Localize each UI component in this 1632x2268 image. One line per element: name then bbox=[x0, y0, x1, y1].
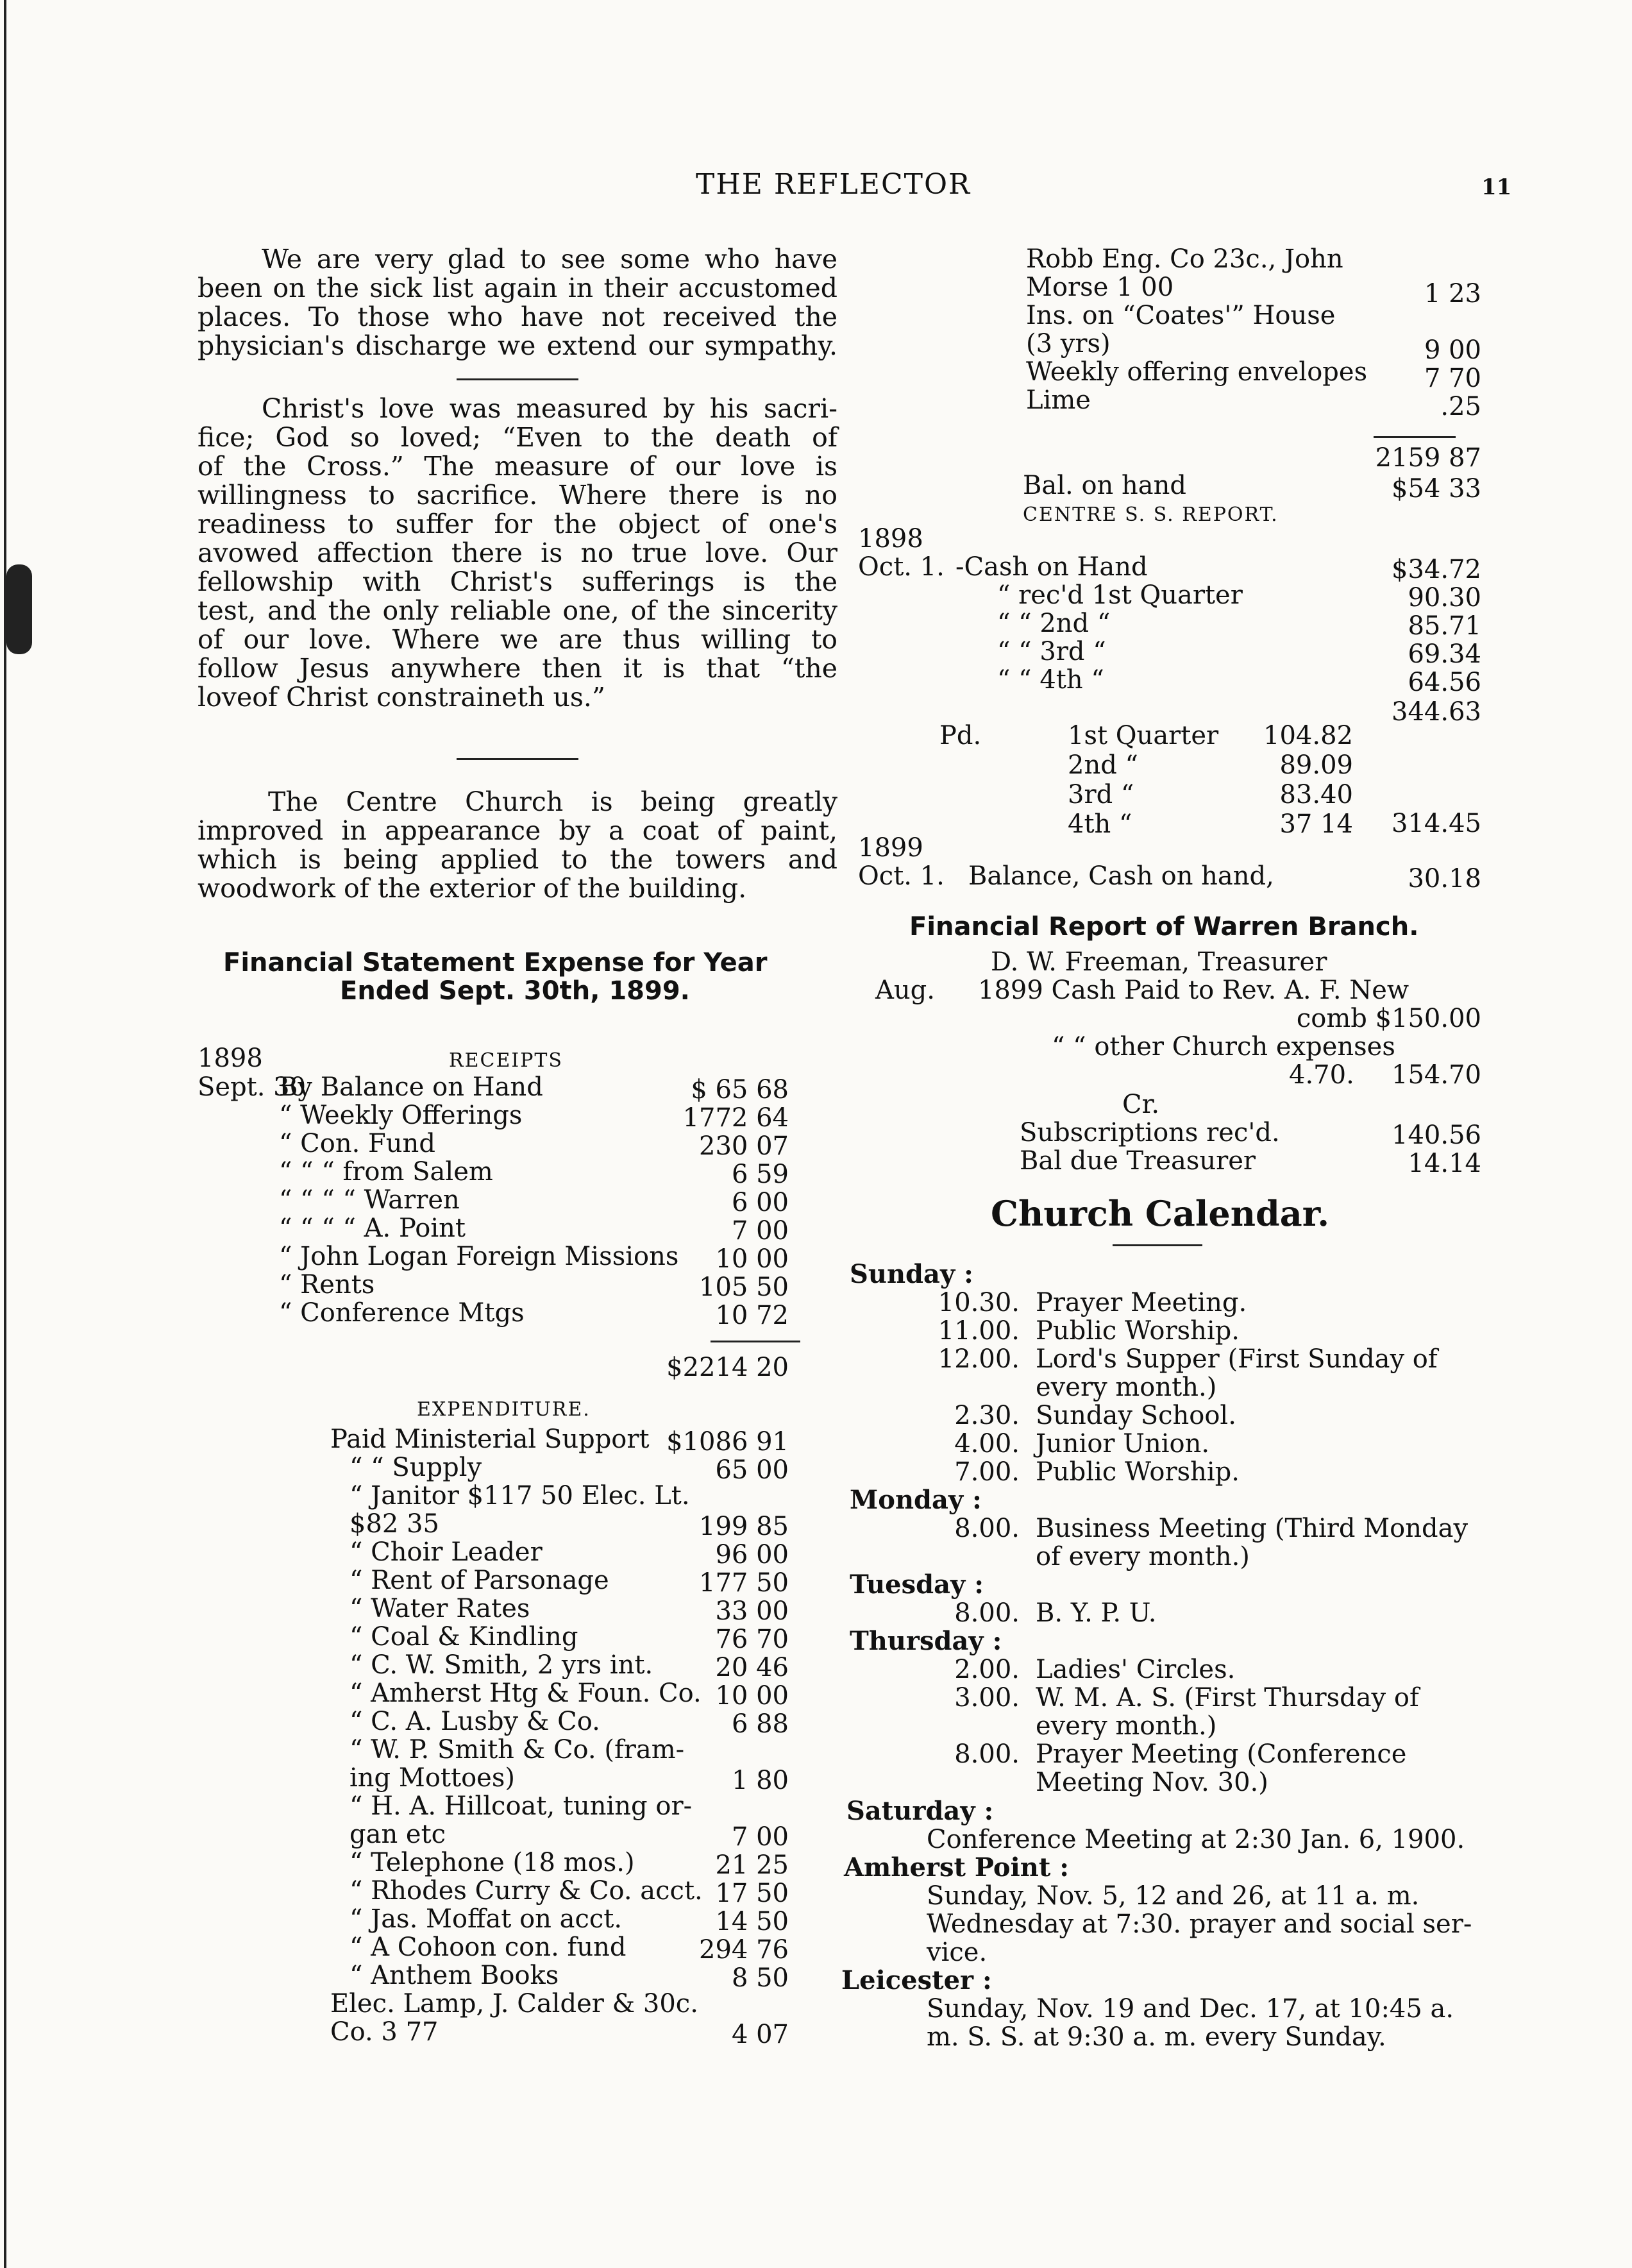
paid-quarter: 1st Quarter bbox=[1068, 721, 1219, 750]
expenditure-label: “ H. A. Hillcoat, tuning or- bbox=[349, 1791, 693, 1821]
ss-amount: 64.56 bbox=[1408, 668, 1481, 697]
calendar-day: Sunday : bbox=[850, 1259, 973, 1289]
expenditure-heading: EXPENDITURE. bbox=[417, 1398, 591, 1421]
expenditure-amount: 20 46 bbox=[715, 1653, 789, 1682]
calendar-day: Monday : bbox=[850, 1485, 982, 1515]
calendar-time: 3.00. bbox=[954, 1683, 1020, 1713]
text-line: of the Cross.” The measure of our love is bbox=[198, 451, 837, 482]
paid-value: 37 14 bbox=[1279, 809, 1353, 839]
text-line: readiness to suffer for the object of one's bbox=[198, 509, 837, 539]
expenditure-label: Paid Ministerial Support bbox=[330, 1425, 650, 1454]
text-line: of our love. Where we are thus willing to bbox=[198, 624, 837, 655]
receipt-amount: 230 07 bbox=[699, 1131, 789, 1161]
divider bbox=[457, 758, 578, 760]
binding-edge-line bbox=[4, 0, 6, 2268]
calendar-event: Meeting Nov. 30.) bbox=[1036, 1768, 1268, 1797]
receipt-amount: 6 00 bbox=[731, 1188, 789, 1217]
paid-value: 104.82 bbox=[1263, 721, 1353, 750]
text-line: been on the sick list again in their accustomed bbox=[198, 273, 837, 303]
calendar-event: Public Worship. bbox=[1036, 1457, 1240, 1487]
calendar-event: Lord's Supper (First Sunday of bbox=[1036, 1344, 1438, 1374]
text-line: We are very glad to see some who have bbox=[262, 244, 837, 275]
receipt-label: “ Con. Fund bbox=[279, 1129, 435, 1158]
expenditure-amount: 33 00 bbox=[715, 1596, 789, 1626]
calendar-day: Leicester : bbox=[841, 1965, 992, 1995]
expenditure-amount: 199 85 bbox=[699, 1512, 789, 1541]
calendar-day: Amherst Point : bbox=[844, 1852, 1070, 1883]
expenditure-amount: 7 70 bbox=[1424, 364, 1481, 393]
expenditure-label: “ Rent of Parsonage bbox=[349, 1566, 609, 1595]
paid-quarter: 2nd “ bbox=[1068, 750, 1138, 780]
receipt-label: “ “ “ from Salem bbox=[279, 1157, 493, 1187]
text-line: willingness to sacrifice. Where there is no bbox=[198, 480, 837, 511]
calendar-line: Sunday, Nov. 5, 12 and 26, at 11 a. m. bbox=[927, 1881, 1420, 1911]
ss-label: “ “ 2nd “ bbox=[997, 609, 1111, 638]
calendar-day: Saturday : bbox=[846, 1796, 994, 1826]
expenditure-label: “ W. P. Smith & Co. (fram- bbox=[349, 1735, 685, 1764]
expenditure-amount: 1 80 bbox=[731, 1766, 789, 1795]
calendar-time: 4.00. bbox=[954, 1429, 1020, 1459]
expenditure-amount: 21 25 bbox=[715, 1850, 789, 1880]
calendar-event: of every month.) bbox=[1036, 1542, 1250, 1571]
text-line: loveof Christ constraineth us.” bbox=[198, 682, 605, 713]
calendar-event: B. Y. P. U. bbox=[1036, 1598, 1157, 1628]
expenditure-amount: 10 00 bbox=[715, 1681, 789, 1711]
expenditure-label: “ Jas. Moffat on acct. bbox=[349, 1904, 623, 1934]
total-rule bbox=[1374, 436, 1456, 438]
receipt-amount: 105 50 bbox=[699, 1273, 789, 1302]
ss-amount: 85.71 bbox=[1408, 611, 1481, 641]
calendar-event: every month.) bbox=[1036, 1711, 1217, 1741]
balance-label: Bal. on hand bbox=[1023, 471, 1186, 500]
divider bbox=[457, 378, 578, 380]
text-line: which is being applied to the towers and bbox=[198, 844, 837, 875]
receipt-label: “ Rents bbox=[279, 1270, 375, 1299]
expenditure-label: “ A Cohoon con. fund bbox=[349, 1933, 627, 1962]
expenditure-amount: 294 76 bbox=[699, 1935, 789, 1965]
warren-branch-title: Financial Report of Warren Branch. bbox=[909, 912, 1419, 942]
expenditure-label: “ C. W. Smith, 2 yrs int. bbox=[349, 1650, 653, 1680]
calendar-time: 2.00. bbox=[954, 1655, 1020, 1684]
calendar-event: Junior Union. bbox=[1036, 1429, 1210, 1459]
receipt-label: “ Conference Mtgs bbox=[279, 1298, 525, 1328]
text-line: Christ's love was measured by his sacri- bbox=[262, 393, 837, 424]
ss-label: “ “ 3rd “ bbox=[997, 637, 1106, 666]
ss-label: “ rec'd 1st Quarter bbox=[997, 580, 1243, 610]
expenditure-amount: 14 50 bbox=[715, 1907, 789, 1936]
expenditure-label: “ Rhodes Curry & Co. acct. bbox=[349, 1876, 703, 1906]
warren-subscriptions-amount: 140.56 bbox=[1392, 1121, 1481, 1150]
receipts-heading: RECEIPTS bbox=[449, 1049, 563, 1072]
expenditure-label: ing Mottoes) bbox=[349, 1763, 515, 1793]
warren-line: comb $150.00 bbox=[1296, 1004, 1481, 1033]
ss-final-date: Oct. 1. bbox=[858, 861, 945, 891]
calendar-event: Business Meeting (Third Monday bbox=[1036, 1514, 1468, 1543]
calendar-time: 8.00. bbox=[954, 1514, 1020, 1543]
expenditure-label: “ Choir Leader bbox=[349, 1537, 543, 1567]
expenditure-label: Robb Eng. Co 23c., John bbox=[1026, 244, 1343, 274]
expenditure-label: “ Janitor $117 50 Elec. Lt. bbox=[349, 1481, 690, 1511]
expenditure-amount: 8 50 bbox=[731, 1963, 789, 1993]
warren-date: Aug. bbox=[875, 976, 935, 1005]
centre-ss-report-heading: CENTRE S. S. REPORT. bbox=[1023, 504, 1279, 526]
expenditure-label: “ C. A. Lusby & Co. bbox=[349, 1707, 600, 1736]
ss-final-amount: 30.18 bbox=[1408, 864, 1481, 893]
expenditure-label: Ins. on “Coates'” House bbox=[1026, 301, 1336, 330]
expenditure-amount: 76 70 bbox=[715, 1625, 789, 1654]
receipt-amount: 10 00 bbox=[715, 1244, 789, 1274]
balance-amount: $54 33 bbox=[1392, 474, 1481, 504]
ss-label: “ “ 4th “ bbox=[997, 665, 1104, 695]
receipt-label: “ John Logan Foreign Missions bbox=[279, 1242, 679, 1271]
financial-statement-subtitle: Ended Sept. 30th, 1899. bbox=[340, 976, 690, 1006]
paid-label: Pd. bbox=[939, 721, 982, 750]
warren-subscriptions-label: Subscriptions rec'd. bbox=[1020, 1118, 1280, 1147]
expenditure-amount: .25 bbox=[1440, 392, 1481, 421]
ss-amount: 69.34 bbox=[1408, 639, 1481, 669]
calendar-day: Thursday : bbox=[850, 1626, 1002, 1656]
expenditure-label: “ Coal & Kindling bbox=[349, 1622, 578, 1652]
receipt-amount: 7 00 bbox=[731, 1216, 789, 1246]
calendar-event: every month.) bbox=[1036, 1373, 1217, 1402]
continued-total: 2159 87 bbox=[1375, 443, 1481, 473]
expenditure-label: Lime bbox=[1026, 385, 1091, 415]
expenditure-amount: 177 50 bbox=[699, 1568, 789, 1598]
receipt-amount: 1772 64 bbox=[682, 1103, 789, 1133]
divider bbox=[1113, 1244, 1202, 1246]
page-number: 11 bbox=[1481, 174, 1512, 200]
calendar-time: 10.30. bbox=[938, 1288, 1020, 1317]
receipts-total: $2214 20 bbox=[666, 1353, 789, 1382]
receipt-label: “ “ “ “ A. Point bbox=[279, 1214, 466, 1243]
calendar-time: 12.00. bbox=[938, 1344, 1020, 1374]
text-line: avowed affection there is no true love. Our bbox=[198, 537, 837, 568]
expenditure-amount: 17 50 bbox=[715, 1879, 789, 1908]
year-label: 1898 bbox=[198, 1044, 263, 1073]
warren-cr: Cr. bbox=[1122, 1090, 1160, 1119]
warren-expense-value: 4.70. bbox=[1289, 1060, 1354, 1090]
expenditure-label: (3 yrs) bbox=[1026, 329, 1111, 359]
calendar-line: Wednesday at 7:30. prayer and social ser- bbox=[927, 1909, 1472, 1939]
text-line: fice; God so loved; “Even to the death of bbox=[198, 422, 837, 453]
paid-quarter: 3rd “ bbox=[1068, 780, 1134, 809]
ss-year-1899: 1899 bbox=[858, 833, 923, 863]
calendar-time: 8.00. bbox=[954, 1598, 1020, 1628]
warren-line: 1899 Cash Paid to Rev. A. F. New bbox=[978, 976, 1409, 1005]
text-line: places. To those who have not received the bbox=[198, 301, 837, 332]
receipt-label: By Balance on Hand bbox=[279, 1072, 543, 1102]
expenditure-label: “ Amherst Htg & Foun. Co. bbox=[349, 1679, 702, 1708]
expenditure-amount: 6 88 bbox=[731, 1709, 789, 1739]
receipt-label: “ Weekly Offerings bbox=[279, 1101, 523, 1130]
expenditure-label: “ “ Supply bbox=[349, 1453, 482, 1482]
paragraph-christs-love bbox=[198, 394, 837, 712]
expenditure-amount: 9 00 bbox=[1424, 335, 1481, 365]
calendar-line: Sunday, Nov. 19 and Dec. 17, at 10:45 a. bbox=[927, 1994, 1454, 2024]
receipt-amount: 10 72 bbox=[715, 1301, 789, 1330]
calendar-day: Tuesday : bbox=[850, 1570, 984, 1600]
financial-statement-title: Financial Statement Expense for Year bbox=[223, 948, 768, 977]
expenditure-label: Morse 1 00 bbox=[1026, 273, 1174, 302]
calendar-time: 11.00. bbox=[938, 1316, 1020, 1346]
paid-quarter: 4th “ bbox=[1068, 809, 1132, 839]
expenditure-label: “ Water Rates bbox=[349, 1594, 530, 1623]
expenditure-amount: 65 00 bbox=[715, 1455, 789, 1485]
warren-treasurer: D. W. Freeman, Treasurer bbox=[991, 947, 1327, 977]
expenditure-label: Co. 3 77 bbox=[330, 2017, 439, 2047]
ss-date: Oct. 1. bbox=[858, 552, 945, 582]
ss-amount: 90.30 bbox=[1408, 583, 1481, 613]
text-line: fellowship with Christ's sufferings is the bbox=[198, 566, 837, 597]
calendar-event: W. M. A. S. (First Thursday of bbox=[1036, 1683, 1419, 1713]
calendar-event: Public Worship. bbox=[1036, 1316, 1240, 1346]
ss-receipts-total: 344.63 bbox=[1392, 697, 1481, 727]
expenditure-label: “ Telephone (18 mos.) bbox=[349, 1848, 635, 1877]
ss-paid-total: 314.45 bbox=[1392, 809, 1481, 838]
expenditure-amount: 1 23 bbox=[1424, 279, 1481, 309]
paid-value: 83.40 bbox=[1279, 780, 1353, 809]
date-label: Sept. 30 bbox=[198, 1072, 307, 1102]
expenditure-amount: 7 00 bbox=[731, 1822, 789, 1852]
expenditure-amount: 4 07 bbox=[731, 2020, 789, 2049]
binding-ink-blot bbox=[6, 564, 32, 654]
calendar-time: 2.30. bbox=[954, 1401, 1020, 1430]
paragraph-sick-list bbox=[198, 245, 837, 360]
text-line: improved in appearance by a coat of paint, bbox=[198, 815, 837, 846]
receipt-label: “ “ “ “ Warren bbox=[279, 1185, 460, 1215]
total-rule bbox=[711, 1341, 800, 1342]
text-line: follow Jesus anywhere then it is that “the bbox=[198, 653, 837, 684]
calendar-time: 7.00. bbox=[954, 1457, 1020, 1487]
expenditure-label: Elec. Lamp, J. Calder & 30c. bbox=[330, 1989, 698, 2018]
paid-value: 89.09 bbox=[1279, 750, 1353, 780]
calendar-event: Prayer Meeting. bbox=[1036, 1288, 1247, 1317]
ss-amount: $34.72 bbox=[1392, 555, 1481, 584]
receipt-amount: $ 65 68 bbox=[691, 1075, 789, 1104]
calendar-time: 8.00. bbox=[954, 1739, 1020, 1769]
running-header: THE REFLECTOR bbox=[696, 168, 972, 201]
calendar-line: vice. bbox=[927, 1938, 988, 1967]
paragraph-centre-church bbox=[198, 788, 837, 903]
warren-total-paid: 154.70 bbox=[1392, 1060, 1481, 1090]
church-calendar-title: Church Calendar. bbox=[991, 1193, 1330, 1234]
text-line: The Centre Church is being greatly bbox=[268, 786, 837, 817]
ss-label: -Cash on Hand bbox=[955, 552, 1148, 582]
text-line: woodwork of the exterior of the building. bbox=[198, 873, 747, 904]
calendar-event: Ladies' Circles. bbox=[1036, 1655, 1236, 1684]
text-line: physician's discharge we extend our sympathy. bbox=[198, 330, 837, 361]
expenditure-label: gan etc bbox=[349, 1820, 446, 1849]
ss-year-1898: 1898 bbox=[858, 524, 923, 554]
warren-line: “ “ other Church expenses bbox=[1052, 1032, 1395, 1062]
calendar-line: Conference Meeting at 2:30 Jan. 6, 1900. bbox=[927, 1825, 1465, 1854]
calendar-event: Sunday School. bbox=[1036, 1401, 1236, 1430]
warren-balance-label: Bal due Treasurer bbox=[1020, 1146, 1256, 1176]
calendar-event: Prayer Meeting (Conference bbox=[1036, 1739, 1407, 1769]
ss-final-label: Balance, Cash on hand, bbox=[968, 861, 1274, 891]
warren-balance-amount: 14.14 bbox=[1408, 1149, 1481, 1178]
text-line: test, and the only reliable one, of the sincerity bbox=[198, 595, 837, 626]
expenditure-label: Weekly offering envelopes bbox=[1026, 357, 1368, 387]
expenditure-label: $82 35 bbox=[349, 1509, 439, 1539]
expenditure-amount: 96 00 bbox=[715, 1540, 789, 1570]
receipt-amount: 6 59 bbox=[731, 1160, 789, 1189]
calendar-line: m. S. S. at 9:30 a. m. every Sunday. bbox=[927, 2022, 1386, 2052]
expenditure-amount: $1086 91 bbox=[666, 1427, 789, 1457]
expenditure-label: “ Anthem Books bbox=[349, 1961, 559, 1990]
